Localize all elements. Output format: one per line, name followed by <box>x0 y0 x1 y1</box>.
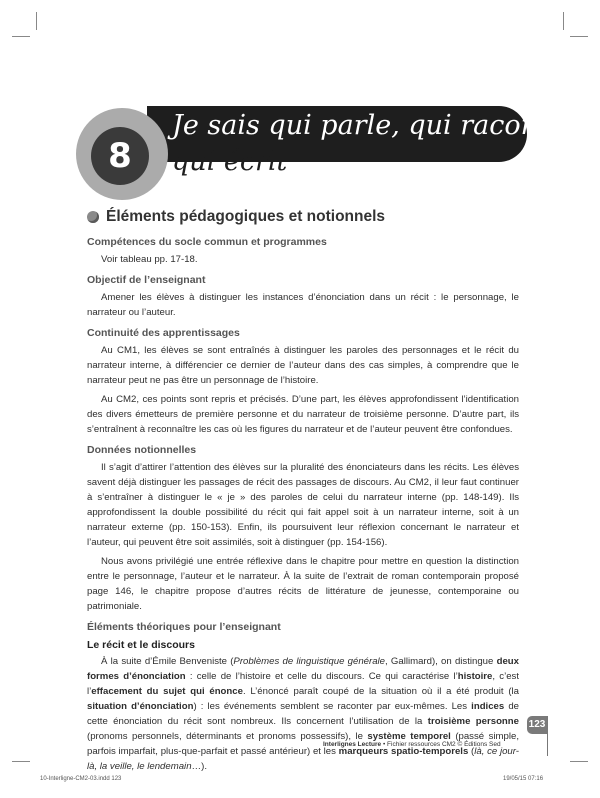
paragraph: Amener les élèves à distinguer les instances d’énonciation dans un récit : le personnage, le narrateur ou l’auteur. <box>87 292 519 318</box>
chapter-title-line2: qui écrit <box>172 146 288 177</box>
chapter-title-line1: Je sais qui parle, qui raconte, <box>172 110 574 141</box>
section-title-text: Éléments pédagogiques et notionnels <box>106 208 386 225</box>
heading-objectif: Objectif de l’enseignant <box>87 274 206 286</box>
paragraph: À la suite d’Émile Benveniste (Problèmes de linguistique générale, Gallimard), on distingue deux formes d’énonciation : celle de l’histoire et celle du discours. Ce qui caractérise l’histoire, c’est l’effacement du sujet qui énonce. L’énoncé paraît coupé de la situation où il a été produit (la situation d’énonciation) : les événements semblent se raconter par eux-mêmes. Les indices de cette énonciation du récit sont nombreux. Ils concernent l’utilisation de la troisième personne (pronoms personnels, déterminants et pronoms possessifs), le système temporel (passé simple, parfois imparfait, plus-que-parfait et passé antérieur) et les marqueurs spatio-temporels (là, ce jour-là, la veille, le lendemain…). <box>87 656 520 772</box>
page-number: 123 <box>527 716 547 734</box>
paragraph: Il s’agit d’attirer l’attention des élèves sur la pluralité des énonciateurs dans les récits. Les élèves savent déjà distinguer les passages de récit des passages de discours. Au CM2, il leur faut continuer à s’entraîner à distinguer le « je » des paroles de celui du narrateur interne (pp. 148-149). Ils approfondissent la double possibilité du récit qui fait appel soit à un narrateur interne, soit à un narrateur externe (pp. 150-153). Enfin, ils poursuivent leur réflexion concernant le narrateur et l’auteur, qui peuvent être soit assimilés, soit à distinguer (pp. 154-156). <box>87 462 519 548</box>
subheading-recit-discours: Le récit et le discours <box>87 639 195 651</box>
section-title <box>87 208 519 226</box>
page-number-rule <box>547 716 548 756</box>
chapter-number: 8 <box>91 127 149 185</box>
page-content <box>87 208 519 778</box>
crop-mark <box>563 12 564 30</box>
bullet-icon <box>87 211 99 223</box>
crop-mark <box>570 36 588 37</box>
heading-donnees: Données notionnelles <box>87 444 197 456</box>
paragraph: Nous avons privilégié une entrée réflexive dans le chapitre pour mettre en question la distinction entre le personnage, l’auteur et le narrateur. À la suite de l’extrait de roman contemporain proposé page 146, le chapitre propose d’autres récits de littérature de jeunesse, contemporaine ou patrimoniale. <box>87 556 519 612</box>
paragraph: Voir tableau pp. 17-18. <box>101 254 198 265</box>
crop-mark <box>36 12 37 30</box>
print-slug-date: 19/05/15 07:16 <box>503 776 544 782</box>
crop-mark <box>570 761 588 762</box>
print-slug-file: 10-Interligne-CM2-03.indd 123 <box>40 776 122 782</box>
crop-mark <box>12 761 30 762</box>
paragraph: Au CM1, les élèves se sont entraînés à distinguer les paroles des personnages et le récit du narrateur interne, à différencier ce dernier de l’auteur dans des cas simples, à comprendre que le narrateur peut ne pas être un personnage de l’histoire. <box>87 345 519 386</box>
crop-mark <box>12 36 30 37</box>
paragraph: Au CM2, ces points sont repris et précisés. D’une part, les élèves approfondissent l’identification des divers émetteurs de première personne et du narrateur de troisième personne. D’autre part, ils s’entraînent à reconnaître les cas où les figures du narrateur et de l’auteur peuvent être confondues. <box>87 394 519 435</box>
heading-theoriques: Éléments théoriques pour l’enseignant <box>87 621 281 633</box>
heading-continuite: Continuité des apprentissages <box>87 327 240 339</box>
footer-credit: Interlignes Lecture • Fichier ressources CM2 © Éditions Sed <box>323 741 501 748</box>
heading-competences: Compétences du socle commun et programmes <box>87 236 327 248</box>
